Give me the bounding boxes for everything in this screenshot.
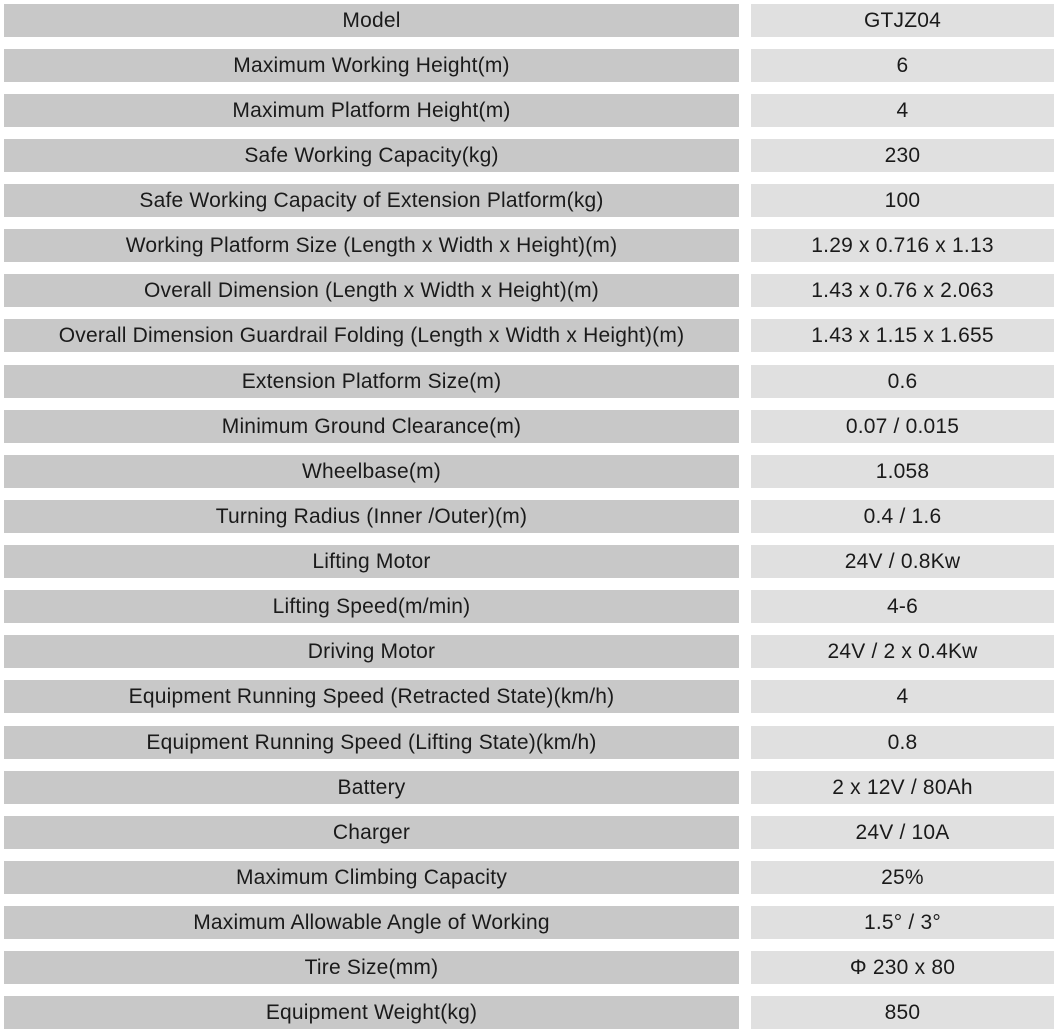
spec-label: Maximum Allowable Angle of Working xyxy=(4,906,739,939)
spec-value: 0.4 / 1.6 xyxy=(751,500,1054,533)
spec-value: 100 xyxy=(751,184,1054,217)
spec-value: 1.058 xyxy=(751,455,1054,488)
table-row xyxy=(0,635,1060,668)
spec-value: 4 xyxy=(751,94,1054,127)
spec-value: 1.29 x 0.716 x 1.13 xyxy=(751,229,1054,262)
spec-value: 0.07 / 0.015 xyxy=(751,410,1054,443)
table-row xyxy=(0,319,1060,352)
spec-value: 1.43 x 0.76 x 2.063 xyxy=(751,274,1054,307)
spec-value: 24V / 0.8Kw xyxy=(751,545,1054,578)
table-row xyxy=(0,951,1060,984)
spec-label: Maximum Working Height(m) xyxy=(4,49,739,82)
table-row xyxy=(0,906,1060,939)
table-row xyxy=(0,771,1060,804)
spec-value: 6 xyxy=(751,49,1054,82)
spec-label: Safe Working Capacity of Extension Platform(kg) xyxy=(4,184,739,217)
table-row xyxy=(0,139,1060,172)
table-row xyxy=(0,996,1060,1029)
table-row xyxy=(0,94,1060,127)
spec-label: Minimum Ground Clearance(m) xyxy=(4,410,739,443)
spec-label: Tire Size(mm) xyxy=(4,951,739,984)
table-row xyxy=(0,816,1060,849)
spec-value: 230 xyxy=(751,139,1054,172)
spec-label: Driving Motor xyxy=(4,635,739,668)
spec-value: 1.43 x 1.15 x 1.655 xyxy=(751,319,1054,352)
table-row xyxy=(0,49,1060,82)
table-row xyxy=(0,590,1060,623)
table-row xyxy=(0,365,1060,398)
spec-value: 24V / 10A xyxy=(751,816,1054,849)
spec-label: Maximum Platform Height(m) xyxy=(4,94,739,127)
spec-value: GTJZ04 xyxy=(751,4,1054,37)
spec-label: Safe Working Capacity(kg) xyxy=(4,139,739,172)
table-row xyxy=(0,861,1060,894)
spec-value: 850 xyxy=(751,996,1054,1029)
table-row xyxy=(0,680,1060,713)
table-row xyxy=(0,229,1060,262)
spec-label: Lifting Speed(m/min) xyxy=(4,590,739,623)
spec-label: Lifting Motor xyxy=(4,545,739,578)
spec-label: Equipment Weight(kg) xyxy=(4,996,739,1029)
table-row xyxy=(0,500,1060,533)
spec-label: Maximum Climbing Capacity xyxy=(4,861,739,894)
table-row xyxy=(0,4,1060,37)
spec-value: 2 x 12V / 80Ah xyxy=(751,771,1054,804)
spec-value: 1.5° / 3° xyxy=(751,906,1054,939)
spec-value: 0.8 xyxy=(751,726,1054,759)
spec-label: Model xyxy=(4,4,739,37)
spec-value: 4-6 xyxy=(751,590,1054,623)
table-row xyxy=(0,274,1060,307)
spec-label: Turning Radius (Inner /Outer)(m) xyxy=(4,500,739,533)
table-row xyxy=(0,410,1060,443)
spec-label: Battery xyxy=(4,771,739,804)
table-row xyxy=(0,545,1060,578)
spec-value: Φ 230 x 80 xyxy=(751,951,1054,984)
spec-label: Extension Platform Size(m) xyxy=(4,365,739,398)
table-row xyxy=(0,726,1060,759)
table-row xyxy=(0,455,1060,488)
spec-label: Equipment Running Speed (Lifting State)(km/h) xyxy=(4,726,739,759)
spec-value: 25% xyxy=(751,861,1054,894)
spec-label: Wheelbase(m) xyxy=(4,455,739,488)
spec-value: 0.6 xyxy=(751,365,1054,398)
spec-value: 24V / 2 x 0.4Kw xyxy=(751,635,1054,668)
spec-value: 4 xyxy=(751,680,1054,713)
spec-label: Overall Dimension Guardrail Folding (Length x Width x Height)(m) xyxy=(4,319,739,352)
spec-label: Charger xyxy=(4,816,739,849)
spec-label: Working Platform Size (Length x Width x Height)(m) xyxy=(4,229,739,262)
spec-label: Equipment Running Speed (Retracted State)(km/h) xyxy=(4,680,739,713)
spec-label: Overall Dimension (Length x Width x Height)(m) xyxy=(4,274,739,307)
table-row xyxy=(0,184,1060,217)
